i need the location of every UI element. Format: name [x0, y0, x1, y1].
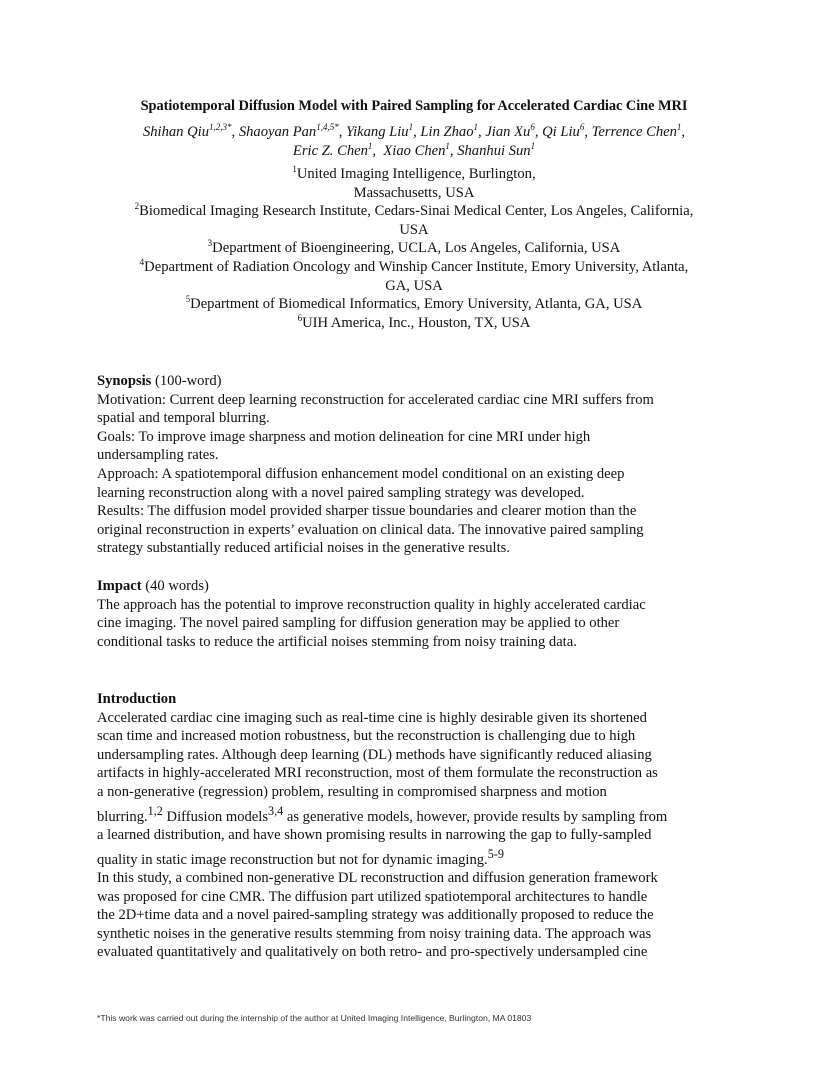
intro-line: the 2D+time data and a novel paired-sampling strategy was additionally proposed to reduce the — [97, 907, 654, 924]
synopsis-line: learning reconstruction along with a novel paired sampling strategy was developed. — [97, 484, 585, 501]
intro-line: was proposed for cine CMR. The diffusion part utilized spatiotemporal architectures to handle — [97, 888, 648, 905]
affiliation-number: 2 — [134, 201, 140, 212]
impact-section — [97, 577, 731, 651]
affiliation — [97, 258, 731, 277]
synopsis-note: (100-word) — [151, 373, 222, 389]
author: Xiao Chen — [383, 143, 446, 159]
synopsis-line: Approach: A spatiotemporal diffusion enhancement model conditional on an existing deep — [97, 465, 625, 482]
affiliation-list — [97, 165, 731, 332]
intro-text: Diffusion models — [162, 808, 269, 825]
author-sup: 6 — [530, 122, 535, 133]
intro-text: blurring. — [97, 808, 148, 825]
footnote: *This work was carried out during the internship of the author at United Imaging Intelligence, Burlington, MA 01803 — [97, 1013, 532, 1023]
intro-line: scan time and increased motion robustness, but the reconstruction is challenging due to high — [97, 728, 636, 745]
synopsis-line: strategy substantially reduced artificial noises in the generative results. — [97, 540, 510, 557]
impact-line: conditional tasks to reduce the artificial noises stemming from noisy training data. — [97, 633, 577, 650]
synopsis-line: Results: The diffusion model provided sharper tissue boundaries and clearer motion than the — [97, 503, 637, 520]
intro-line: evaluated quantitatively and qualitatively on both retro- and pro-spectively undersampled cine — [97, 944, 648, 961]
intro-line: In this study, a combined non-generative DL reconstruction and diffusion generation framework — [97, 870, 658, 887]
author-sup: 1 — [445, 141, 450, 152]
affiliation-cont: Massachusetts, USA — [353, 184, 475, 201]
author-sup: 1 — [473, 122, 479, 133]
synopsis-line: original reconstruction in experts’ evaluation on clinical data. The innovative paired sampling — [97, 521, 644, 538]
intro-line: a non-generative (regression) problem, resulting in compromised sharpness and motion — [97, 783, 607, 800]
synopsis-line: Goals: To improve image sharpness and motion delineation for cine MRI under high — [97, 428, 591, 445]
author: Eric Z. Chen — [292, 143, 368, 159]
impact-heading: Impact — [97, 578, 142, 594]
synopsis-line: undersampling rates. — [97, 447, 219, 464]
author-list — [97, 123, 731, 161]
synopsis-heading: Synopsis — [97, 373, 152, 389]
affiliation-cont: GA, USA — [385, 277, 443, 294]
affiliation-text: UIH America, Inc., Houston, TX, USA — [302, 314, 531, 331]
intro-text: quality in static image reconstruction but not for dynamic imaging. — [97, 851, 488, 868]
synopsis-line: Motivation: Current deep learning reconstruction for accelerated cardiac cine MRI suffers from — [97, 391, 654, 408]
author: Qi Liu — [542, 124, 580, 140]
citation: 3,4 — [268, 803, 284, 818]
introduction-heading: Introduction — [97, 691, 177, 707]
author-sup: 1,4,5* — [316, 122, 339, 133]
intro-line: synthetic noises in the generative results stemming from noisy training data. The approach was — [97, 925, 652, 942]
impact-line: The approach has the potential to improve reconstruction quality in highly accelerated cardiac — [97, 596, 646, 613]
affiliation — [97, 295, 731, 314]
author-line-1: Shihan Qiu$^{1,2,3*}$, Shaoyan Pan$^{1,4,5*}$, Yikang Liu$^1$, Lin Zhao$^1$, Jian Xu$^6$, Qi Liu$^6$, Terrence Chen$^1$, — [142, 122, 686, 140]
synopsis-line: spatial and temporal blurring. — [97, 410, 270, 427]
affiliation-number: 3 — [207, 238, 213, 249]
intro-line — [97, 845, 731, 869]
intro-line: Accelerated cardiac cine imaging such as real-time cine is highly desirable given its shortened — [97, 709, 647, 726]
author-sup: 1 — [676, 122, 682, 133]
citation: 5-9 — [487, 846, 504, 861]
affiliation — [97, 202, 731, 221]
author-line-2: Eric Z. Chen$^1$, Xiao Chen$^1$, Shanhui Sun$^1$ — [292, 141, 536, 159]
affiliation — [97, 239, 731, 258]
impact-line: cine imaging. The novel paired sampling for diffusion generation may be applied to other — [97, 615, 620, 632]
affiliation-text: Biomedical Imaging Research Institute, Cedars-Sinai Medical Center, Los Angeles, California, — [139, 203, 694, 220]
author: Shanhui Sun — [457, 143, 531, 159]
affiliation-text: Department of Radiation Oncology and Winship Cancer Institute, Emory University, Atlanta, — [144, 258, 689, 275]
intro-line — [97, 802, 731, 826]
synopsis-section — [97, 372, 731, 558]
intro-line: undersampling rates. Although deep learning (DL) methods have significantly reduced aliasing — [97, 746, 652, 763]
impact-note: (40 words) — [141, 578, 209, 594]
author: Terrence Chen — [591, 124, 677, 140]
author: Yikang Liu — [346, 124, 409, 140]
paper-title: Spatiotemporal Diffusion Model with Paired Sampling for Accelerated Cardiac Cine MRI — [140, 98, 688, 114]
affiliation-number: 5 — [185, 294, 191, 305]
author: Jian Xu — [485, 124, 531, 140]
author: Lin Zhao — [420, 124, 474, 140]
affiliation-text: United Imaging Intelligence, Burlington, — [296, 166, 536, 182]
author: Shihan Qiu — [142, 124, 210, 140]
introduction-section — [97, 690, 731, 962]
affiliation-number: 4 — [139, 257, 145, 268]
affiliation-number: 1 — [292, 164, 297, 175]
author-sup: 1 — [408, 122, 414, 133]
intro-line: artifacts in highly-accelerated MRI reconstruction, most of them formulate the reconstruction as — [97, 765, 658, 782]
intro-text: as generative models, however, provide results by sampling from — [283, 808, 668, 825]
affiliation-text: Department of Bioengineering, UCLA, Los Angeles, California, USA — [212, 240, 621, 257]
citation: 1,2 — [147, 803, 163, 818]
paper-header — [97, 97, 731, 332]
author-sup: 1 — [530, 141, 536, 152]
affiliation-text: Department of Biomedical Informatics, Emory University, Atlanta, GA, USA — [190, 296, 643, 313]
affiliation-number: 6 — [297, 312, 303, 323]
author-sup: 1,2,3* — [209, 122, 232, 133]
author: Shaoyan Pan — [238, 124, 317, 140]
affiliation — [97, 165, 731, 184]
author-sup: 6 — [579, 122, 585, 133]
affiliation-cont: USA — [399, 221, 429, 238]
affiliation — [97, 314, 731, 333]
author-sup: 1 — [367, 141, 373, 152]
intro-line: a learned distribution, and have shown promising results in narrowing the gap to fully-sampled — [97, 827, 652, 844]
